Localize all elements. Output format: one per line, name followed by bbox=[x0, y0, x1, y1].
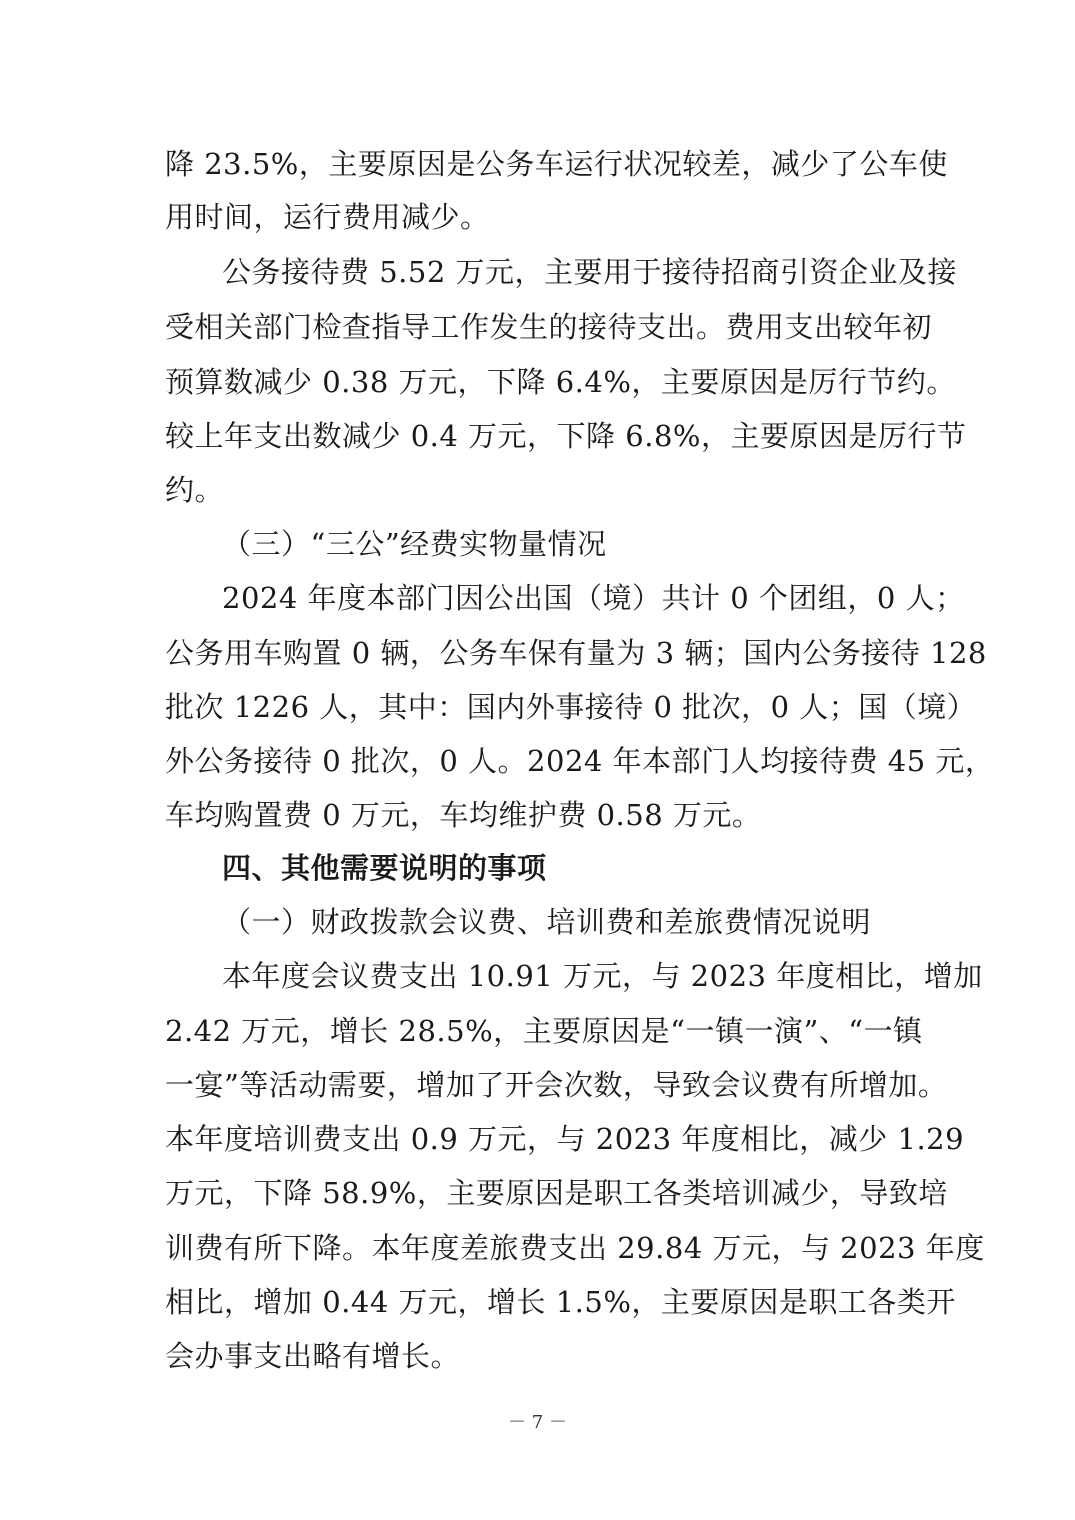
body-text-line: 批次 1226 人，其中：国内外事接待 0 批次，0 人；国（境） bbox=[165, 690, 977, 724]
page-number: － 7 － bbox=[508, 1412, 567, 1433]
body-text-line: 受相关部门检查指导工作发生的接待支出。费用支出较年初 bbox=[165, 310, 933, 344]
body-text-line: 2024 年度本部门因公出国（境）共计 0 个团组，0 人； bbox=[222, 581, 965, 615]
body-text-line: 外公务接待 0 批次，0 人。2024 年本部门人均接待费 45 元， bbox=[165, 744, 995, 778]
body-text-line: 2.42 万元，增长 28.5%，主要原因是“一镇一演”、“一镇 bbox=[165, 1014, 923, 1048]
body-text-line: 会办事支出略有增长。 bbox=[165, 1339, 461, 1373]
body-text-line: 一宴”等活动需要，增加了开会次数，导致会议费有所增加。 bbox=[165, 1068, 948, 1102]
body-text-line: 公务用车购置 0 辆，公务车保有量为 3 辆；国内公务接待 128 bbox=[165, 636, 987, 670]
body-text-line: 本年度会议费支出 10.91 万元，与 2023 年度相比，增加 bbox=[222, 959, 983, 993]
body-text-line: 万元，下降 58.9%，主要原因是职工各类培训减少，导致培 bbox=[165, 1176, 948, 1210]
body-text-line: 约。 bbox=[165, 473, 225, 507]
section-heading: 四、其他需要说明的事项 bbox=[222, 851, 547, 885]
body-text-line: 用时间，运行费用减少。 bbox=[165, 200, 490, 234]
body-text-line: 本年度培训费支出 0.9 万元，与 2023 年度相比，减少 1.29 bbox=[165, 1122, 965, 1156]
body-text-line: 较上年支出数减少 0.4 万元，下降 6.8%，主要原因是厉行节 bbox=[165, 419, 967, 453]
body-text-line: 车均购置费 0 万元，车均维护费 0.58 万元。 bbox=[165, 798, 762, 832]
body-text-line: 预算数减少 0.38 万元，下降 6.4%，主要原因是厉行节约。 bbox=[165, 365, 956, 399]
body-text-line: 公务接待费 5.52 万元，主要用于接待招商引资企业及接 bbox=[222, 255, 958, 289]
body-text-line: 训费有所下降。本年度差旅费支出 29.84 万元，与 2023 年度 bbox=[165, 1231, 985, 1265]
subsection-heading: （三）“三公”经费实物量情况 bbox=[222, 527, 607, 561]
subsection-heading: （一）财政拨款会议费、培训费和差旅费情况说明 bbox=[222, 905, 872, 939]
body-text-line: 降 23.5%，主要原因是公务车运行状况较差，减少了公车使 bbox=[165, 147, 948, 181]
body-text-line: 相比，增加 0.44 万元，增长 1.5%，主要原因是职工各类开 bbox=[165, 1285, 956, 1319]
